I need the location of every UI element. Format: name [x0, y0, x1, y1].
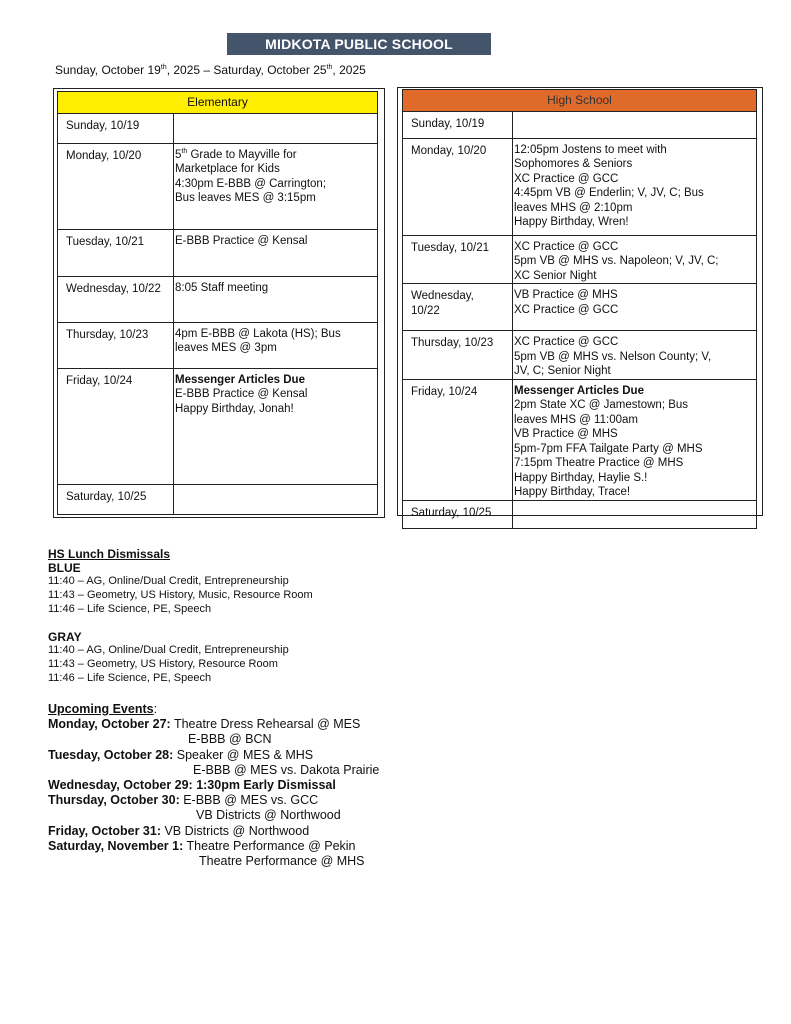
day-text: Saturday, 10/25	[411, 506, 492, 519]
event-line	[175, 402, 374, 417]
day-text: Saturday, 10/25	[66, 490, 147, 503]
event-text: E-BBB Practice @ Kensal	[175, 388, 308, 400]
day-text: Wednesday,	[411, 290, 474, 302]
event-continuation: Theatre Performance @ MHS	[199, 854, 365, 869]
day-events	[174, 229, 378, 276]
lunch-group	[48, 631, 313, 686]
event-desc: Theatre Dress Rehearsal @ MES	[170, 717, 361, 732]
day-events	[513, 235, 757, 284]
messenger-due: Messenger Articles Due	[175, 373, 305, 386]
event-date: Friday, October 31:	[48, 823, 161, 838]
event-line	[514, 398, 753, 413]
day-text: Sunday, 10/19	[66, 119, 140, 132]
event-continuation: E-BBB @ BCN	[188, 732, 272, 747]
event-text: 2pm State XC @ Jamestown; Bus	[514, 399, 689, 411]
highschool-table	[402, 89, 757, 529]
event-date: Tuesday, October 28:	[48, 747, 174, 762]
event-line	[514, 172, 753, 187]
event-desc: E-BBB @ MES vs. GCC	[179, 793, 319, 808]
event-line	[514, 240, 753, 255]
event-continuation: E-BBB @ MES vs. Dakota Prairie	[193, 762, 380, 777]
event-text: 7:15pm Theatre Practice @ MHS	[514, 457, 684, 469]
event-line	[514, 335, 753, 350]
day-label	[58, 229, 174, 276]
schedule-row	[58, 484, 378, 514]
schedule-row	[58, 368, 378, 484]
event-text: XC Practice @ GCC	[514, 303, 619, 316]
event-line	[175, 387, 374, 402]
day-events	[513, 500, 757, 528]
ordinal: th	[181, 147, 188, 155]
lunch-line: 11:46 – Life Science, PE, Speech	[48, 602, 212, 615]
day-events	[513, 379, 757, 500]
event-text: XC Practice @ GCC	[514, 240, 619, 253]
day-events	[513, 331, 757, 380]
day-text: Friday, 10/24	[66, 374, 133, 387]
schedule-row	[58, 113, 378, 143]
lunch-group-name: GRAY	[48, 629, 82, 644]
event-line	[514, 442, 753, 457]
highschool-heading: High School	[403, 90, 757, 112]
day-label	[58, 276, 174, 322]
event-text: XC Senior Night	[514, 269, 597, 282]
upcoming-events: Upcoming Events: Monday, October 27: Theatre Dress Rehearsal @ MES E-BBB @ BCN Tuesday, October 28: Speaker @ MES & MHS E-BBB @ MES vs. Dakota Prairie Wednesday, October 29: 1:30pm Early Dismissal Thursday, October 30: E-BBB @ MES vs. GCC VB Districts @ Northwood Friday, October 31: VB Districts @ Northwood Saturday, November 1: Theatre Performance @ Pekin Theatre Performance @ MHS	[48, 702, 380, 869]
day-events	[513, 138, 757, 235]
schedule-row	[403, 379, 757, 500]
event-line	[175, 341, 374, 356]
event-line	[175, 281, 374, 296]
event-text: Marketplace for Kids	[175, 163, 280, 175]
day-events	[513, 284, 757, 331]
event-text: Happy Birthday, Jonah!	[175, 402, 294, 415]
lunch-heading: HS Lunch Dismissals	[48, 547, 171, 561]
event-line	[514, 201, 753, 216]
event-line	[514, 350, 753, 365]
schedule-row	[403, 284, 757, 331]
day-text: Friday, 10/24	[411, 385, 478, 398]
event-text: XC Practice @ GCC	[514, 336, 619, 348]
event-item	[48, 839, 379, 854]
page-title: MIDKOTA PUBLIC SCHOOL	[227, 33, 491, 55]
event-line	[514, 485, 753, 500]
schedule-row	[58, 229, 378, 276]
event-text: Grade to Mayville for	[187, 148, 297, 161]
day-label	[403, 331, 513, 380]
event-line	[514, 288, 753, 303]
event-text: 5pm VB @ MHS vs. Napoleon; V, JV, C;	[514, 255, 719, 267]
lunch-group	[48, 562, 313, 617]
event-desc: Theatre Performance @ Pekin	[183, 838, 356, 853]
event-date: Monday, October 27:	[48, 717, 171, 732]
event-line	[514, 456, 753, 471]
event-date: Thursday, October 30:	[48, 793, 180, 808]
day-events	[513, 111, 757, 138]
lunch-line: 11:43 – Geometry, US History, Resource Room	[48, 657, 278, 670]
messenger-due: Messenger Articles Due	[514, 384, 644, 397]
schedule-row	[403, 111, 757, 138]
day-text: Wednesday, 10/22	[66, 282, 161, 295]
event-text: 5pm-7pm FFA Tailgate Party @ MHS	[514, 442, 703, 455]
event-line	[175, 177, 374, 192]
event-line	[514, 471, 753, 486]
lunch-dismissals	[48, 548, 313, 685]
event-text: Happy Birthday, Trace!	[514, 486, 631, 498]
day-text: Tuesday, 10/21	[66, 235, 144, 248]
elementary-table	[57, 91, 378, 515]
event-line	[514, 215, 753, 230]
event-text: leaves MHS @ 2:10pm	[514, 201, 633, 214]
lunch-line: 11:40 – AG, Online/Dual Credit, Entrepreneurship	[48, 575, 289, 588]
event-continuation: VB Districts @ Northwood	[196, 808, 341, 823]
day-label	[403, 235, 513, 284]
day-events	[174, 484, 378, 514]
elementary-heading: Elementary	[58, 92, 378, 114]
lunch-line: 11:40 – AG, Online/Dual Credit, Entrepreneurship	[48, 644, 289, 657]
day-events	[174, 322, 378, 368]
event-line	[175, 234, 374, 249]
day-text: Monday, 10/20	[66, 149, 142, 162]
event-date: Wednesday, October 29: 1:30pm Early Dismissal	[48, 778, 336, 793]
day-label	[58, 143, 174, 229]
day-label	[403, 379, 513, 500]
events-heading: Upcoming Events	[48, 702, 154, 716]
day-text: Tuesday, 10/21	[411, 241, 489, 254]
event-item	[48, 748, 379, 763]
lunch-line: 11:43 – Geometry, US History, Music, Resource Room	[48, 589, 313, 602]
day-label	[403, 284, 513, 331]
event-text: 5	[175, 148, 182, 161]
event-item	[48, 778, 379, 793]
event-desc: Speaker @ MES & MHS	[173, 747, 314, 762]
event-text: 4:30pm E-BBB @ Carrington;	[175, 177, 327, 190]
event-text: leaves MHS @ 11:00am	[514, 413, 638, 426]
event-line	[514, 157, 753, 172]
day-label	[58, 322, 174, 368]
date-range: Sunday, October 19th, 2025 – Saturday, October 25th, 2025	[55, 63, 366, 77]
day-text: Monday, 10/20	[411, 144, 487, 157]
day-events	[174, 368, 378, 484]
schedule-row	[403, 331, 757, 380]
event-line	[175, 162, 374, 177]
day-label	[58, 484, 174, 514]
event-text: Bus leaves MES @ 3:15pm	[175, 192, 316, 204]
day-text: Thursday, 10/23	[411, 337, 494, 349]
day-label	[403, 138, 513, 235]
day-text: Thursday, 10/23	[66, 328, 149, 341]
event-date: Saturday, November 1:	[48, 838, 184, 853]
event-item	[48, 717, 379, 732]
day-label	[403, 111, 513, 138]
day-events	[174, 113, 378, 143]
event-line	[175, 327, 374, 342]
event-text: 12:05pm Jostens to meet with	[514, 143, 667, 156]
event-text: XC Practice @ GCC	[514, 172, 619, 185]
schedule-row	[58, 322, 378, 368]
event-text: JV, C; Senior Night	[514, 365, 611, 377]
schedule-row	[403, 235, 757, 284]
event-item	[48, 824, 379, 839]
event-line	[514, 364, 753, 379]
event-line	[514, 427, 753, 442]
day-label	[58, 113, 174, 143]
event-text: Happy Birthday, Wren!	[514, 216, 629, 228]
event-text: 4pm E-BBB @ Lakota (HS); Bus	[175, 327, 341, 340]
event-desc: VB Districts @ Northwood	[161, 823, 310, 838]
schedule-row	[403, 500, 757, 528]
event-line	[175, 148, 374, 163]
event-text: Sophomores & Seniors	[514, 158, 633, 170]
event-line	[175, 191, 374, 206]
event-text: Happy Birthday, Haylie S.!	[514, 471, 648, 484]
day-label	[403, 500, 513, 528]
schedule-row	[403, 138, 757, 235]
day-text: Sunday, 10/19	[411, 117, 485, 130]
lunch-line: 11:46 – Life Science, PE, Speech	[48, 671, 212, 684]
event-line	[514, 186, 753, 201]
day-label	[58, 368, 174, 484]
event-text: 4:45pm VB @ Enderlin; V, JV, C; Bus	[514, 187, 704, 199]
day-events	[174, 276, 378, 322]
schedule-row	[58, 143, 378, 229]
event-text: leaves MES @ 3pm	[175, 342, 277, 354]
event-line	[514, 413, 753, 428]
event-item	[48, 793, 379, 808]
day-text: 10/22	[411, 304, 440, 317]
event-line	[514, 269, 753, 284]
event-text: 8:05 Staff meeting	[175, 281, 269, 294]
event-text: 5pm VB @ MHS vs. Nelson County; V,	[514, 350, 712, 363]
event-text: VB Practice @ MHS	[514, 428, 618, 440]
event-text: E-BBB Practice @ Kensal	[175, 234, 308, 247]
lunch-group-name: BLUE	[48, 560, 81, 575]
event-line	[514, 143, 753, 158]
schedule-row	[58, 276, 378, 322]
event-line	[514, 303, 753, 318]
day-events	[174, 143, 378, 229]
event-line	[514, 254, 753, 269]
event-text: VB Practice @ MHS	[514, 289, 618, 301]
